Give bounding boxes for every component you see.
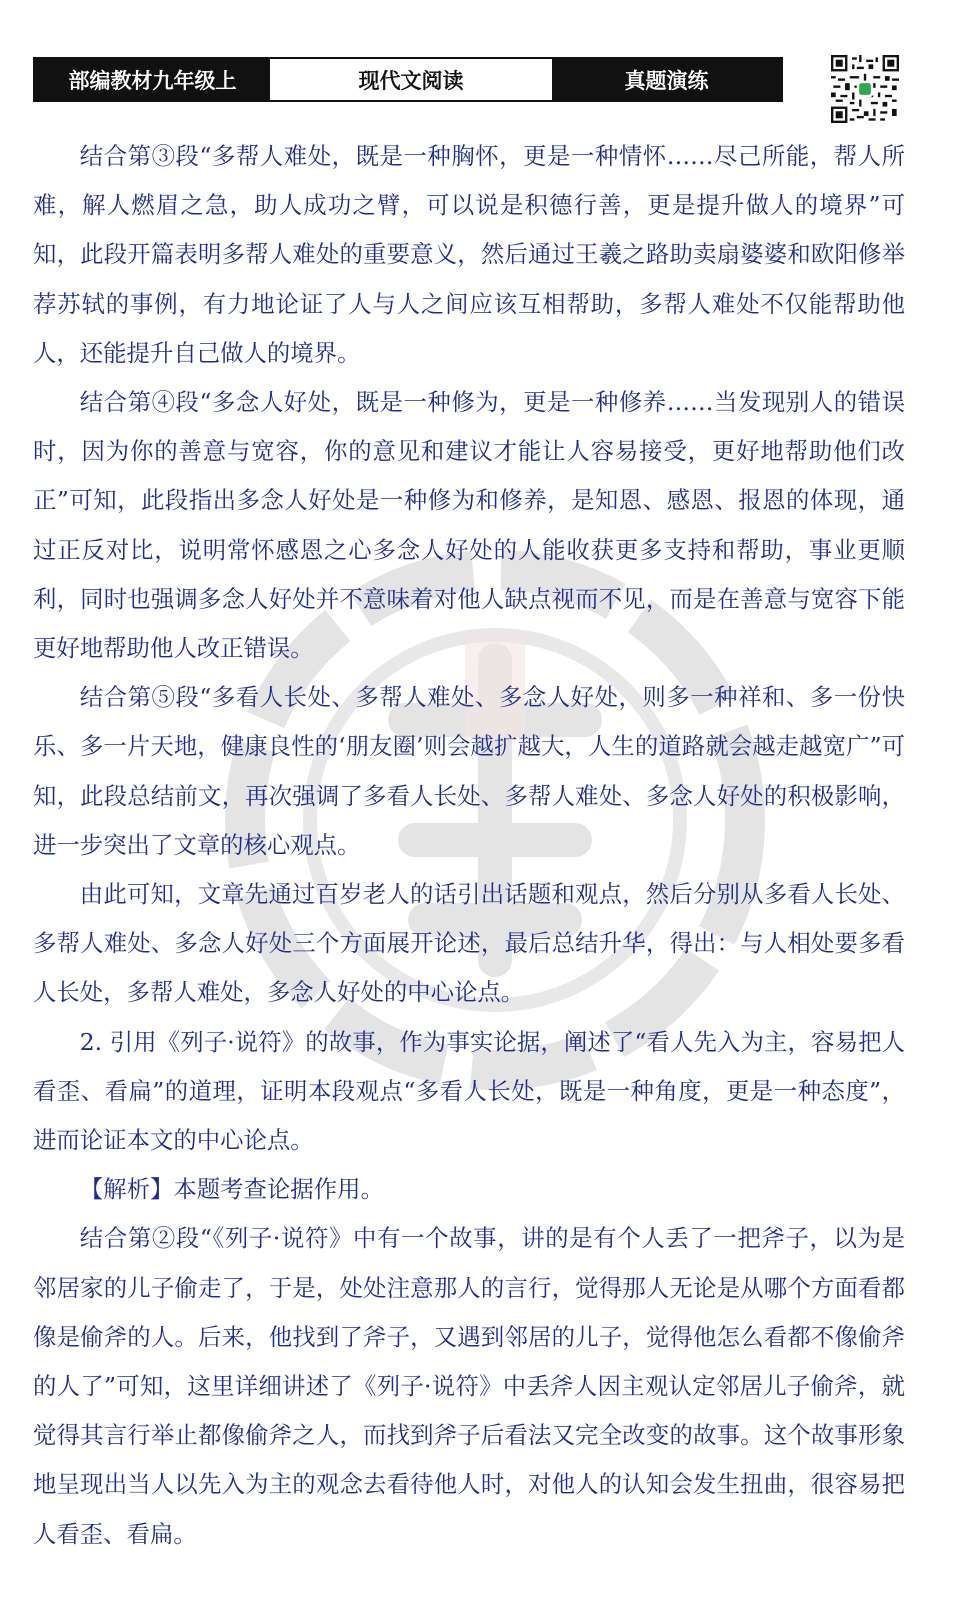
answer-content (33, 132, 905, 1559)
paragraph-4: 由此可知，文章先通过百岁老人的话引出话题和观点，然后分别从多看人长处、多帮人难处、多念人好处三个方面展开论述，最后总结升华，得出：与人相处要多看人长处，多帮人难处，多念人好处的中心论点。 (33, 880, 905, 1007)
header-section-label: 现代文阅读 (270, 59, 552, 100)
qr-code-icon (831, 55, 899, 123)
paragraph-7: 结合第②段“《列子·说符》中有一个故事，讲的是有个人丢了一把斧子，以为是邻居家的儿子偷走了，于是，处处注意那人的言行，觉得那人无论是从哪个方面看都像是偷斧的人。后来，他找到了斧子，又遇到邻居的儿子，觉得他怎么看都不像偷斧的人了”可知，这里详细讲述了《列子·说符》中丢斧人因主观认定邻居儿子偷斧，就觉得其言行举止都像偷斧之人，而找到斧子后看法又完全改变的故事。这个故事形象地呈现出当人以先入为主的观念去看待他人时，对他人的认知会发生扭曲，很容易把人看歪、看扁。 (33, 1224, 905, 1548)
header-practice-label: 真题演练 (552, 59, 781, 100)
page-header (33, 57, 783, 102)
paragraph-5: 2. 引用《列子·说符》的故事，作为事实论据，阐述了“看人先入为主，容易把人看歪、看扁”的道理，证明本段观点“多看人长处，既是一种角度，更是一种态度”，进而论证本文的中心论点。 (33, 1027, 905, 1155)
analysis-label: 【解析】本题考查论据作用。 (79, 1175, 384, 1204)
paragraph-1: 结合第③段“多帮人难处，既是一种胸怀，更是一种情怀……尽己所能，帮人所难，解人燃眉之急，助人成功之臂，可以说是积德行善，更是提升做人的境界”可知，此段开篇表明多帮人难处的重要意义，然后通过王羲之路助卖扇婆婆和欧阳修举荐苏轼的事例，有力地论证了人与人之间应该互相帮助，多帮人难处不仅能帮助他人，还能提升自己做人的境界。 (33, 142, 905, 367)
header-grade-label: 部编教材九年级上 (35, 59, 270, 100)
paragraph-2: 结合第④段“多念人好处，既是一种修为，更是一种修养……当发现别人的错误时，因为你的善意与宽容，你的意见和建议才能让人容易接受，更好地帮助他们改正”可知，此段指出多念人好处是一种修为和修养，是知恩、感恩、报恩的体现，通过正反对比，说明常怀感恩之心多念人好处的人能收获更多支持和帮助，事业更顺利，同时也强调多念人好处并不意味着对他人缺点视而不见，而是在善意与宽容下能更好地帮助他人改正错误。 (33, 388, 905, 663)
paragraph-3: 结合第⑤段“多看人长处、多帮人难处、多念人好处，则多一种祥和、多一份快乐、多一片天地，健康良性的‘朋友圈’则会越扩越大，人生的道路就会越走越宽广”可知，此段总结前文，再次强调了多看人长处、多帮人难处、多念人好处的积极影响，进一步突出了文章的核心观点。 (33, 683, 905, 859)
